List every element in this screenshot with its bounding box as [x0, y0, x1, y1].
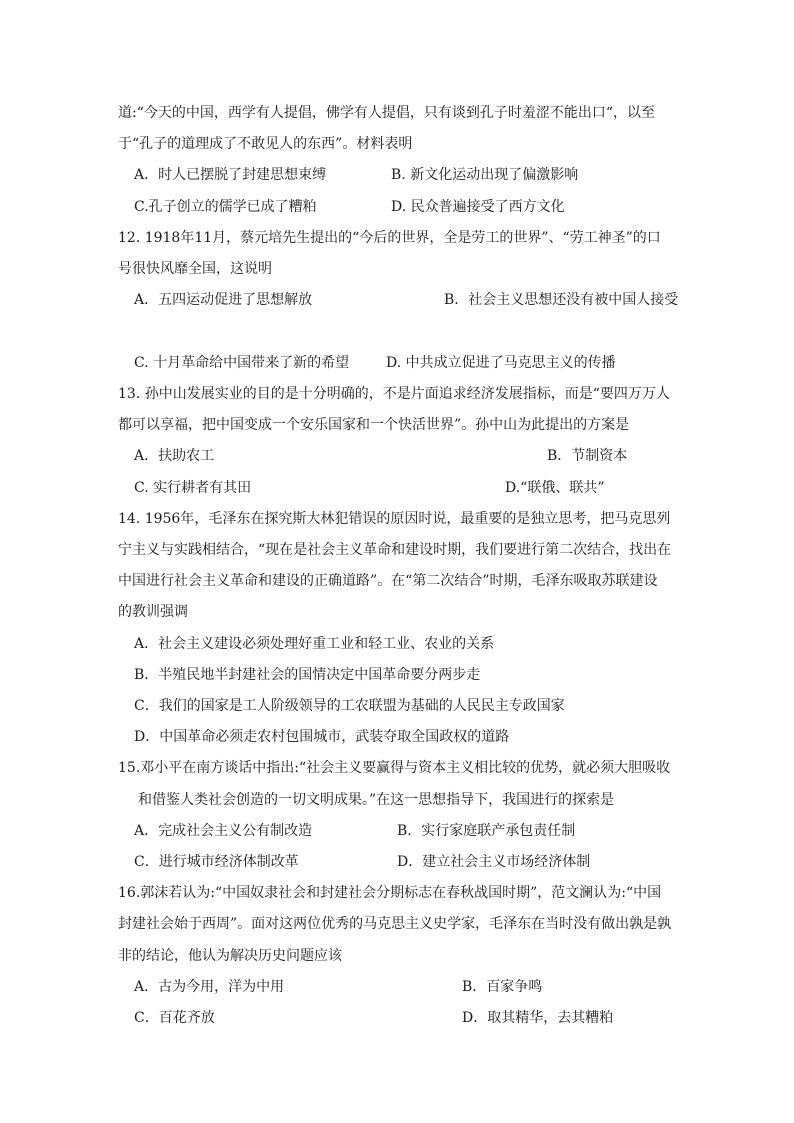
- q11-option-b: B. 新文化运动出现了偏激影响: [391, 167, 579, 183]
- q12-option-a: A．五四运动促进了思想解放: [134, 292, 313, 308]
- q12-option-b: B．社会主义思想还没有被中国人接受: [444, 292, 679, 308]
- q11-option-d: D. 民众普遍接受了西方文化: [391, 199, 565, 215]
- q16-option-d: D．取其精华，去其糟粕: [462, 1010, 614, 1026]
- q12-stem-line-2: 号很快风靡全国，这说明: [118, 261, 272, 277]
- q12-option-c: C. 十月革命给中国带来了新的希望: [134, 355, 350, 371]
- q14-stem-line-3: 中国进行社会主义革命和建设的正确道路”。在“第二次结合”时期，毛泽东吸取苏联建设: [118, 573, 658, 589]
- q13-option-d: D.“联俄、联共”: [505, 480, 605, 496]
- q16-stem-line-2: 封建社会始于西周”。面对这两位优秀的马克思主义史学家，毛泽东在当时没有做出孰是孰: [118, 916, 672, 932]
- q14-stem-line-1: 14. 1956年，毛泽东在探究斯大林犯错误的原因时说，最重要的是独立思考，把马克思列: [118, 511, 671, 527]
- q14-option-c: C．我们的国家是工人阶级领导的工农联盟为基础的人民民主专政国家: [134, 698, 565, 714]
- q16-stem-line-3: 非的结论，他认为解决历史问题应该: [118, 948, 342, 964]
- q12-stem-line-1: 12. 1918年11月，蔡元培先生提出的“今后的世界，全是劳工的世界”、“劳工神圣”的口: [118, 230, 661, 246]
- q11-option-c: C.孔子创立的儒学已成了糟粕: [134, 199, 317, 215]
- q14-stem-line-4: 的教训强调: [118, 604, 188, 620]
- q11-stem-line-2: 于“孔子的道理成了不敢见人的东西”。材料表明: [118, 136, 413, 152]
- q16-stem-line-1: 16.郭沫若认为:“中国奴隶社会和封建社会分期标志在春秋战国时期”，范文澜认为:“中国: [118, 885, 662, 901]
- q13-option-b: B．节制资本: [547, 448, 628, 464]
- q12-option-d: D. 中共成立促进了马克思主义的传播: [386, 355, 616, 371]
- q14-option-d: D．中国革命必须走农村包围城市，武装夺取全国政权的道路: [134, 729, 510, 745]
- q14-stem-line-2: 宁主义与实践相结合，“现在是社会主义革命和建设时期，我们要进行第二次结合，找出在: [118, 542, 672, 558]
- q15-stem-line-2: 和借鉴人类社会创造的一切文明成果。”在这一思想指导下，我国进行的探索是: [138, 792, 615, 808]
- q15-option-c: C．进行城市经济体制改革: [134, 854, 299, 870]
- q13-option-a: A．扶助农工: [134, 448, 215, 464]
- q16-option-b: B．百家争鸣: [462, 979, 543, 995]
- q15-option-b: B．实行家庭联产承包责任制: [397, 823, 576, 839]
- q15-option-d: D．建立社会主义市场经济体制: [397, 854, 591, 870]
- q13-stem-line-1: 13. 孙中山发展实业的目的是十分明确的，不是片面追求经济发展指标，而是“要四万万人: [118, 386, 670, 402]
- q14-option-a: A．社会主义建设必须处理好重工业和轻工业、农业的关系: [134, 636, 495, 652]
- q13-option-c: C. 实行耕者有其田: [134, 480, 252, 496]
- q16-option-c: C．百花齐放: [134, 1010, 215, 1026]
- q16-option-a: A．古为今用，洋为中用: [134, 979, 285, 995]
- q11-stem-line-1: 道:“今天的中国，西学有人提倡，佛学有人提倡，只有谈到孔子时羞涩不能出口“，以至: [118, 105, 656, 121]
- q13-stem-line-2: 都可以享福，把中国变成一个安乐国家和一个快活世界”。孙中山为此提出的方案是: [118, 417, 630, 433]
- q15-stem-line-1: 15.邓小平在南方谈话中指出:“社会主义要赢得与资本主义相比较的优势，就必须大胆吸收: [118, 760, 671, 776]
- q14-option-b: B．半殖民地半封建社会的国情决定中国革命要分两步走: [134, 667, 481, 683]
- q11-option-a: A．时人已摆脱了封建思想束缚: [134, 167, 327, 183]
- q15-option-a: A．完成社会主义公有制改造: [134, 823, 313, 839]
